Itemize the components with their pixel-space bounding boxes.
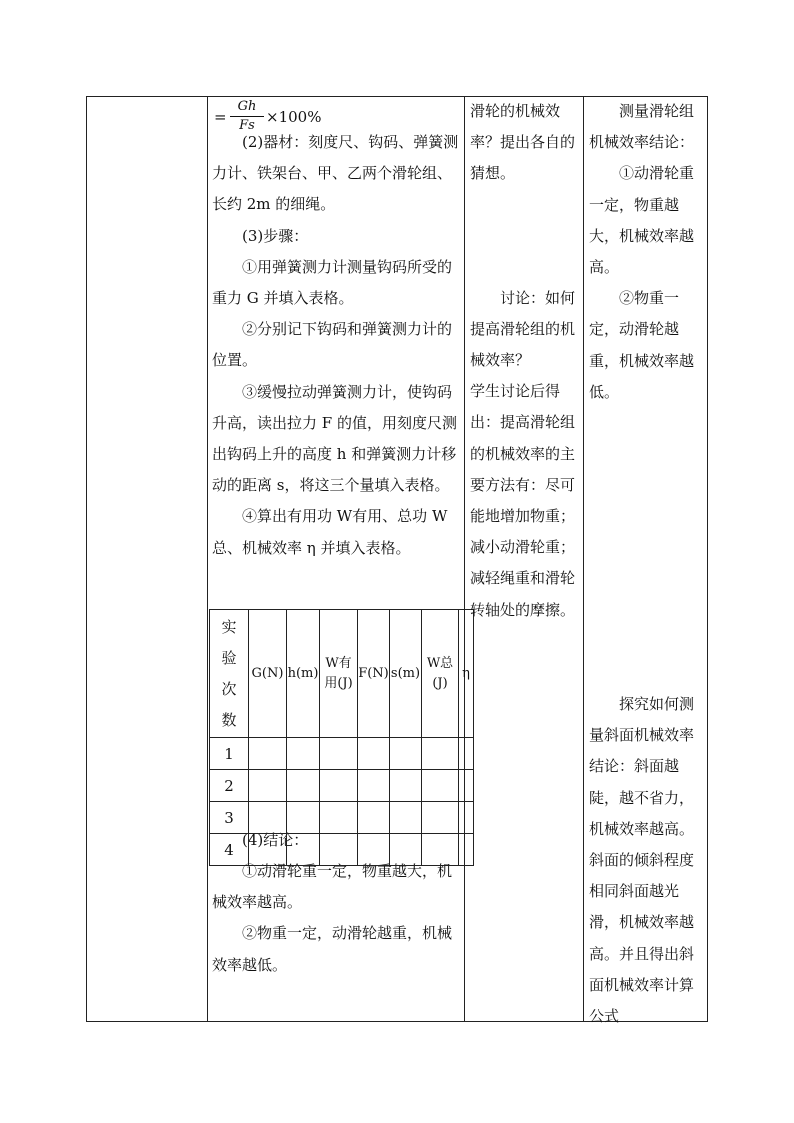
- column-divider: [464, 96, 465, 1022]
- table-cell[interactable]: [249, 770, 287, 802]
- conclusion-2: ②物重一定，动滑轮越重，机械效率越低。: [212, 924, 453, 974]
- discussion-question: 讨论：如何提高滑轮组的机械效率？: [470, 288, 576, 370]
- table-cell[interactable]: [422, 802, 459, 834]
- table-cell[interactable]: [358, 738, 390, 770]
- header-weight: G(N): [249, 610, 287, 738]
- pulley-conclusion-2: ②物重一定，动滑轮越重，机械效率越低。: [589, 289, 695, 401]
- design-intent-column: [589, 96, 705, 1032]
- table-cell[interactable]: [320, 738, 358, 770]
- table-cell[interactable]: [358, 770, 390, 802]
- header-efficiency: η: [459, 610, 474, 738]
- header-distance: s(m): [390, 610, 422, 738]
- discussion-result: 学生讨论后得出：提高滑轮组的机械效率的主要方法有：尽可能地增加物重；减小动滑轮重；减轻绳重和滑轮转轴处的摩擦。: [470, 382, 576, 619]
- formula-percent: ×100%: [266, 108, 322, 126]
- table-cell[interactable]: [459, 802, 474, 834]
- table-cell[interactable]: [287, 770, 320, 802]
- steps-title: (3)步骤：: [242, 226, 309, 245]
- table-cell[interactable]: [320, 770, 358, 802]
- trial-number: 2: [210, 770, 249, 802]
- table-header-row: [210, 610, 474, 738]
- table-cell[interactable]: [320, 834, 358, 866]
- column-divider: [583, 96, 584, 1022]
- step-3: ③缓慢拉动弹簧测力计，使钩码升高，读出拉力 F 的值，用刻度尺测出钩码上升的高度 h 和弹簧测力计移动的距离 s，将这三个量填入表格。: [212, 382, 457, 495]
- table-cell[interactable]: [390, 834, 422, 866]
- header-force: F(N): [358, 610, 390, 738]
- table-cell[interactable]: [358, 834, 390, 866]
- table-cell[interactable]: [390, 770, 422, 802]
- table-cell[interactable]: [459, 770, 474, 802]
- header-useful-work: W有用(J): [320, 610, 358, 738]
- formula-numerator: Gh: [237, 99, 257, 114]
- table-row: [210, 802, 474, 834]
- table-cell[interactable]: [249, 738, 287, 770]
- table-cell[interactable]: [390, 802, 422, 834]
- column-divider: [207, 96, 208, 1022]
- header-height: h(m): [287, 610, 320, 738]
- table-row: [210, 770, 474, 802]
- conclusion-1: ①动滑轮重一定，物重越大，机械效率越高。: [212, 862, 453, 912]
- table-cell[interactable]: [249, 802, 287, 834]
- trial-number: 4: [210, 834, 249, 866]
- table-cell[interactable]: [287, 834, 320, 866]
- table-cell[interactable]: [358, 802, 390, 834]
- table-cell[interactable]: [422, 738, 459, 770]
- table-cell[interactable]: [320, 802, 358, 834]
- table-cell[interactable]: [459, 834, 474, 866]
- conclusion-title: (4)结论：: [242, 830, 309, 849]
- experiment-data-table: [209, 609, 474, 866]
- table-cell[interactable]: [422, 770, 459, 802]
- step-1: ①用弹簧测力计测量钩码所受的重力 G 并填入表格。: [212, 257, 453, 308]
- trial-number: 3: [210, 802, 249, 834]
- step-4: ④算出有用功 W有用、总功 W总、机械效率 η 并填入表格。: [212, 507, 448, 557]
- student-activity-column: [470, 96, 580, 626]
- table-row: [210, 834, 474, 866]
- pulley-conclusion-title: 测量滑轮组机械效率结论：: [589, 102, 695, 152]
- formula-denominator: Fs: [239, 118, 255, 133]
- table-cell[interactable]: [287, 738, 320, 770]
- table-cell[interactable]: [422, 834, 459, 866]
- pulley-conclusion-1: ①动滑轮重一定，物重越大，机械效率越高。: [589, 164, 695, 277]
- trial-number: 1: [210, 738, 249, 770]
- guess-text: 滑轮的机械效率？提出各自的猜想。: [470, 102, 576, 183]
- incline-conclusion: 探究如何测量斜面机械效率结论：斜面越陡，越不省力，机械效率越高。斜面的倾斜程度相同斜面越光滑，机械效率越高。并且得出斜面机械效率计算公式: [589, 695, 695, 1026]
- header-total-work: W总(J): [422, 610, 459, 738]
- table-cell[interactable]: [249, 834, 287, 866]
- step-2: ②分别记下钩码和弹簧测力计的位置。: [212, 320, 453, 370]
- table-cell[interactable]: [287, 802, 320, 834]
- formula-equals: =: [214, 108, 227, 126]
- header-trial-number: 实 验 次 数: [210, 610, 249, 738]
- table-cell[interactable]: [459, 738, 474, 770]
- table-cell[interactable]: [390, 738, 422, 770]
- equipment-text: (2)器材：刻度尺、钩码、弹簧测力计、铁架台、甲、乙两个滑轮组、长约 2m 的细绳。: [212, 133, 459, 214]
- table-row: [210, 738, 474, 770]
